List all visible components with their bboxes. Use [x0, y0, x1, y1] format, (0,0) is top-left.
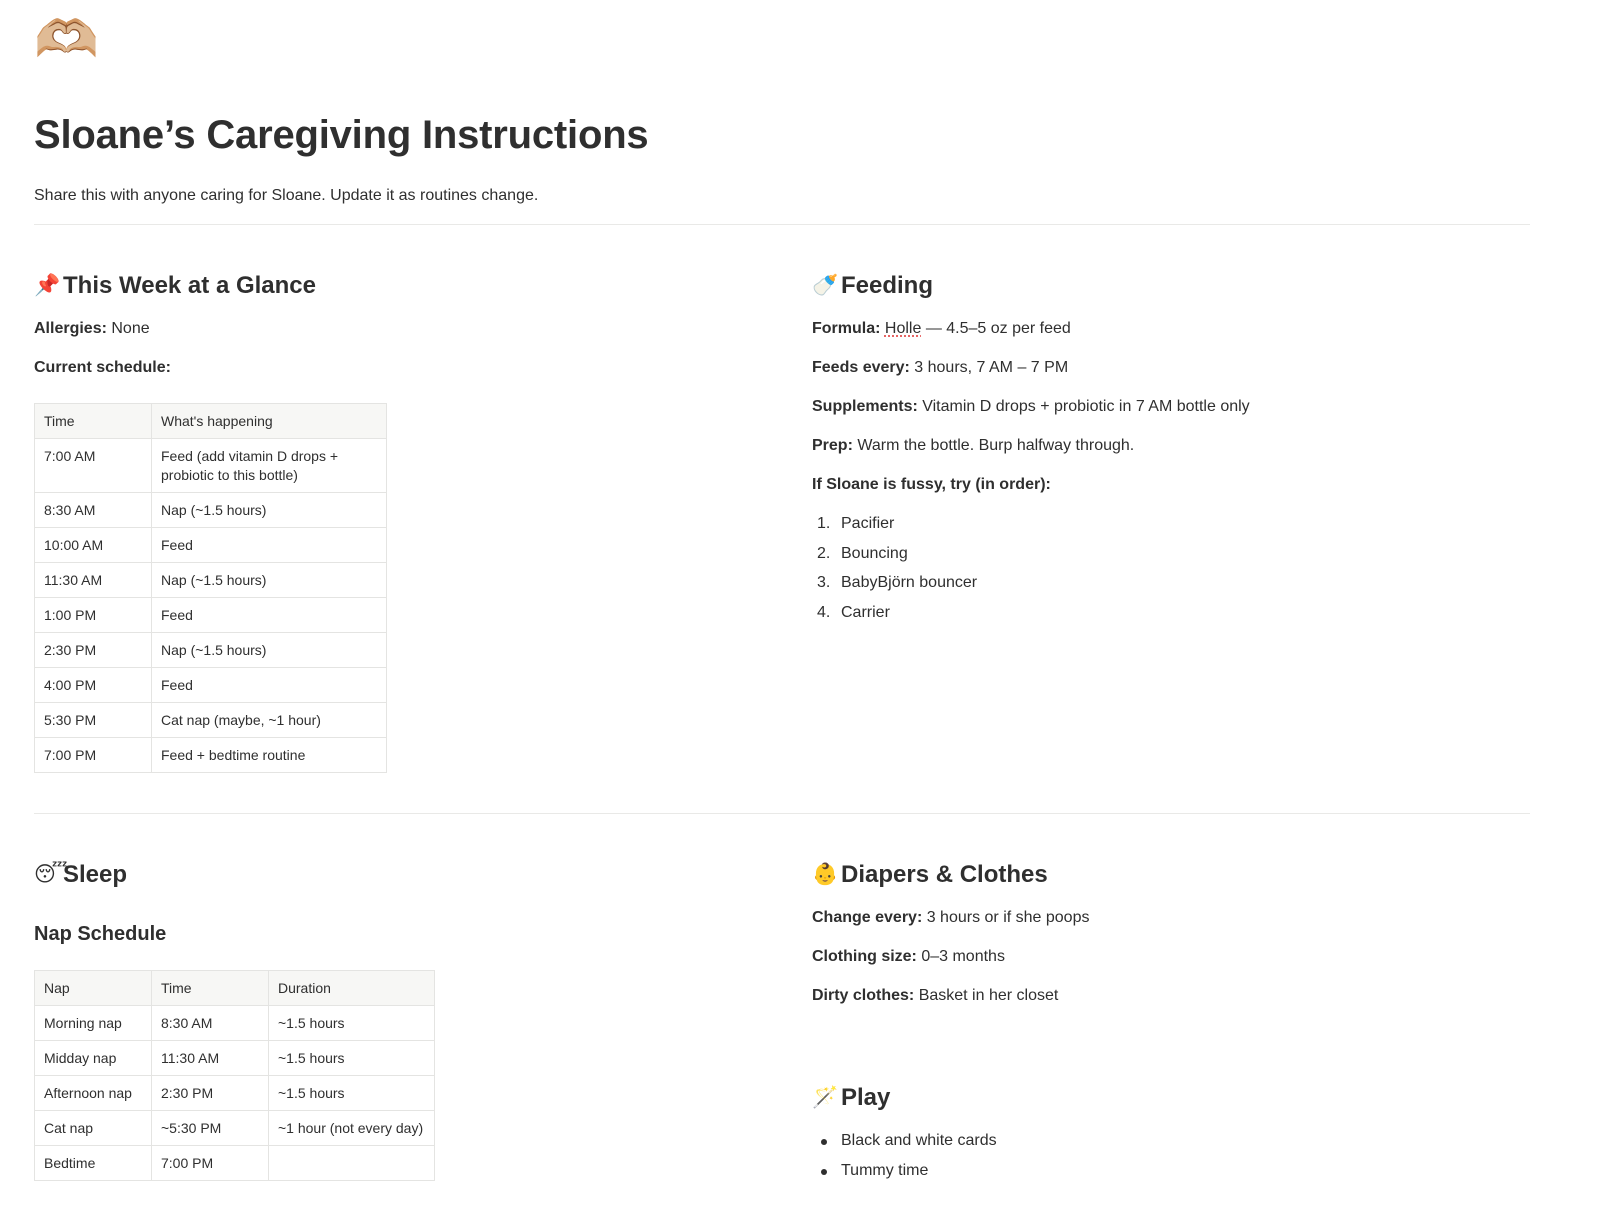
- change-every-value: 3 hours or if she poops: [922, 909, 1090, 926]
- table-cell[interactable]: 8:30 AM: [152, 1006, 269, 1041]
- sleeping-face-icon: 😴: [34, 863, 68, 886]
- divider: [34, 813, 1530, 814]
- feeds-every-value: 3 hours, 7 AM – 7 PM: [909, 359, 1069, 376]
- clothing-size-label: Clothing size:: [812, 948, 917, 965]
- table-cell[interactable]: Feed: [152, 668, 387, 703]
- table-row: [35, 563, 387, 598]
- current-schedule-line[interactable]: [34, 356, 171, 380]
- table-cell[interactable]: Nap (~1.5 hours): [152, 633, 387, 668]
- dirty-clothes-label: Dirty clothes:: [812, 987, 915, 1004]
- table-row: [35, 528, 387, 563]
- fussy-label: If Sloane is fussy, try (in order):: [812, 476, 1051, 493]
- sleep-heading-text: Sleep: [63, 861, 128, 888]
- table-header-row: [35, 971, 435, 1006]
- play-heading[interactable]: [812, 1080, 1512, 1116]
- table-cell[interactable]: Cat nap (maybe, ~1 hour): [152, 703, 387, 738]
- table-cell[interactable]: 7:00 AM: [35, 439, 152, 493]
- diapers-section: [812, 857, 1512, 1004]
- baby-face-icon: 👶: [812, 863, 839, 886]
- clothing-size-line[interactable]: [812, 945, 1005, 969]
- table-cell[interactable]: ~5:30 PM: [152, 1111, 269, 1146]
- dirty-clothes-line[interactable]: [812, 984, 1058, 1008]
- table-row: [35, 668, 387, 703]
- table-row: [35, 738, 387, 773]
- table-cell[interactable]: Cat nap: [35, 1111, 152, 1146]
- glance-section: [34, 268, 734, 763]
- table-row: [35, 598, 387, 633]
- prep-label: Prep:: [812, 437, 853, 454]
- diapers-heading[interactable]: [812, 857, 1512, 893]
- table-cell[interactable]: Morning nap: [35, 1006, 152, 1041]
- diapers-heading-text: Diapers & Clothes: [841, 861, 1048, 888]
- table-cell[interactable]: 2:30 PM: [152, 1076, 269, 1111]
- table-cell[interactable]: Feed (add vitamin D drops + probiotic to this bottle): [152, 439, 387, 493]
- bullet-icon: [821, 1169, 827, 1175]
- table-cell[interactable]: 11:30 AM: [152, 1041, 269, 1076]
- table-row: [35, 1146, 435, 1181]
- change-every-label: Change every:: [812, 909, 923, 926]
- baby-bottle-icon: 🍼: [812, 274, 839, 297]
- table-header-cell[interactable]: Time: [35, 404, 152, 439]
- list-item[interactable]: 4. Carrier: [817, 603, 890, 621]
- feeding-heading-text: Feeding: [841, 272, 934, 299]
- formula-amount: — 4.5–5 oz per feed: [921, 320, 1071, 337]
- glance-heading-text: This Week at a Glance: [63, 272, 316, 299]
- fussy-list: [812, 512, 977, 630]
- magic-wand-icon: 🪄: [812, 1086, 839, 1109]
- supplements-label: Supplements:: [812, 398, 918, 415]
- schedule-table: [34, 403, 387, 773]
- table-cell[interactable]: [269, 1146, 435, 1181]
- formula-label: Formula:: [812, 320, 881, 337]
- table-row: [35, 1041, 435, 1076]
- table-cell[interactable]: 8:30 AM: [35, 493, 152, 528]
- play-heading-text: Play: [841, 1084, 891, 1111]
- clothing-size-value: 0–3 months: [916, 948, 1005, 965]
- list-item[interactable]: 2. Bouncing: [817, 544, 908, 562]
- feeding-heading[interactable]: [812, 268, 1512, 304]
- bullet-icon: [821, 1139, 827, 1145]
- nap-schedule-table: [34, 970, 435, 1181]
- list-item[interactable]: 1. Pacifier: [817, 515, 895, 532]
- page-title[interactable]: Sloane’s Caregiving Instructions: [34, 113, 649, 157]
- table-cell[interactable]: 7:00 PM: [152, 1146, 269, 1181]
- table-header-cell[interactable]: Nap: [35, 971, 152, 1006]
- page-heart-hands-icon[interactable]: 🫶🏼: [34, 11, 99, 69]
- list-item[interactable]: Black and white cards: [812, 1129, 997, 1159]
- table-row: [35, 1111, 435, 1146]
- table-cell[interactable]: Feed + bedtime routine: [152, 738, 387, 773]
- table-cell[interactable]: ~1.5 hours: [269, 1076, 435, 1111]
- table-row: [35, 493, 387, 528]
- table-cell[interactable]: 10:00 AM: [35, 528, 152, 563]
- table-cell[interactable]: Bedtime: [35, 1146, 152, 1181]
- nap-schedule-heading[interactable]: Nap Schedule: [34, 923, 167, 945]
- feeds-every-label: Feeds every:: [812, 359, 910, 376]
- table-row: [35, 1006, 435, 1041]
- prep-value: Warm the bottle. Burp halfway through.: [852, 437, 1135, 454]
- current-schedule-label: Current schedule:: [34, 359, 171, 376]
- table-header-row: [35, 404, 387, 439]
- formula-brand: Holle: [884, 320, 922, 337]
- page-subtitle[interactable]: Share this with anyone caring for Sloane. Update it as routines change.: [34, 187, 539, 204]
- prep-line[interactable]: [812, 434, 1134, 458]
- fussy-line[interactable]: [812, 473, 1051, 497]
- table-cell[interactable]: 1:00 PM: [35, 598, 152, 633]
- table-cell[interactable]: Feed: [152, 528, 387, 563]
- sleep-section: [34, 857, 734, 1171]
- list-item[interactable]: Tummy time: [812, 1159, 997, 1189]
- supplements-value: Vitamin D drops + probiotic in 7 AM bottle only: [917, 398, 1250, 415]
- change-every-line[interactable]: [812, 906, 1089, 930]
- table-header-cell[interactable]: What's happening: [152, 404, 387, 439]
- allergies-value: None: [106, 320, 150, 337]
- table-cell[interactable]: 5:30 PM: [35, 703, 152, 738]
- formula-line[interactable]: [812, 317, 1071, 341]
- table-cell[interactable]: Afternoon nap: [35, 1076, 152, 1111]
- play-section: [812, 1080, 1512, 1179]
- table-header-cell[interactable]: Time: [152, 971, 269, 1006]
- table-cell[interactable]: 7:00 PM: [35, 738, 152, 773]
- table-row: [35, 703, 387, 738]
- table-row: [35, 633, 387, 668]
- table-header-cell[interactable]: Duration: [269, 971, 435, 1006]
- feeding-section: [812, 268, 1512, 621]
- table-cell[interactable]: ~1.5 hours: [269, 1041, 435, 1076]
- table-cell[interactable]: 2:30 PM: [35, 633, 152, 668]
- list-item[interactable]: 3. BabyBjörn bouncer: [817, 574, 978, 591]
- table-cell[interactable]: ~1 hour (not every day): [269, 1111, 435, 1146]
- feeds-every-line[interactable]: [812, 356, 1068, 380]
- divider: [34, 224, 1530, 225]
- table-row: [35, 439, 387, 493]
- table-cell[interactable]: Nap (~1.5 hours): [152, 563, 387, 598]
- table-cell[interactable]: ~1.5 hours: [269, 1006, 435, 1041]
- table-cell[interactable]: Feed: [152, 598, 387, 633]
- table-cell[interactable]: 4:00 PM: [35, 668, 152, 703]
- pushpin-icon: 📌: [34, 274, 61, 297]
- table-cell[interactable]: Midday nap: [35, 1041, 152, 1076]
- play-list: [812, 1129, 997, 1188]
- table-row: [35, 1076, 435, 1111]
- sleep-heading[interactable]: [34, 857, 734, 893]
- table-cell[interactable]: Nap (~1.5 hours): [152, 493, 387, 528]
- table-cell[interactable]: 11:30 AM: [35, 563, 152, 598]
- allergies-label: Allergies:: [34, 320, 107, 337]
- supplements-line[interactable]: [812, 395, 1250, 419]
- glance-heading[interactable]: [34, 268, 734, 304]
- dirty-clothes-value: Basket in her closet: [914, 987, 1059, 1004]
- allergies-line[interactable]: [34, 317, 150, 341]
